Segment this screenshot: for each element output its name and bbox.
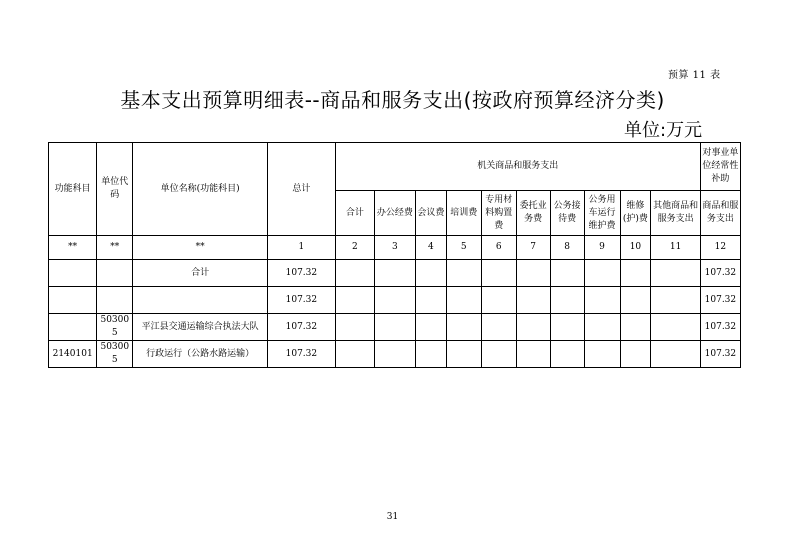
empty-cell xyxy=(335,287,374,314)
header-col-8: 公务用车运行维护费 xyxy=(584,191,620,236)
header-subsidy-col: 商品和服务支出 xyxy=(700,191,740,236)
empty-cell xyxy=(550,341,584,368)
index-cell: 3 xyxy=(374,236,415,260)
empty-cell xyxy=(415,314,446,341)
header-col-4: 培训费 xyxy=(446,191,481,236)
header-group-label: 机关商品和服务支出 xyxy=(335,143,700,191)
code-cell xyxy=(97,287,133,314)
empty-cell xyxy=(415,260,446,287)
subsidy-cell: 107.32 xyxy=(700,260,740,287)
total-cell: 107.32 xyxy=(267,260,335,287)
subject-cell xyxy=(49,260,97,287)
empty-cell xyxy=(516,287,550,314)
empty-cell xyxy=(415,341,446,368)
index-cell: ** xyxy=(97,236,133,260)
empty-cell xyxy=(446,260,481,287)
empty-cell xyxy=(481,341,516,368)
header-col-7: 公务接待费 xyxy=(550,191,584,236)
header-col-2: 办公经费 xyxy=(374,191,415,236)
index-cell: ** xyxy=(133,236,268,260)
subject-cell: 2140101 xyxy=(49,341,97,368)
empty-cell xyxy=(651,314,700,341)
empty-cell xyxy=(415,287,446,314)
index-cell: 1 xyxy=(267,236,335,260)
empty-cell xyxy=(651,341,700,368)
empty-cell xyxy=(516,314,550,341)
empty-cell xyxy=(620,287,651,314)
empty-cell xyxy=(620,314,651,341)
empty-cell xyxy=(651,287,700,314)
empty-cell xyxy=(481,260,516,287)
index-row xyxy=(49,236,741,260)
index-cell: 4 xyxy=(415,236,446,260)
empty-cell xyxy=(550,314,584,341)
empty-cell xyxy=(374,341,415,368)
header-row-1 xyxy=(49,143,741,191)
subsidy-cell: 107.32 xyxy=(700,341,740,368)
subject-cell xyxy=(49,314,97,341)
budget-table xyxy=(48,142,741,368)
header-col-1: 合计 xyxy=(335,191,374,236)
table-row xyxy=(49,287,741,314)
header-unit-name: 单位名称(功能科目) xyxy=(133,143,268,236)
total-cell: 107.32 xyxy=(267,341,335,368)
index-cell: ** xyxy=(49,236,97,260)
index-cell: 11 xyxy=(651,236,700,260)
code-cell xyxy=(97,260,133,287)
total-cell: 107.32 xyxy=(267,314,335,341)
name-cell: 平江县交通运输综合执法大队 xyxy=(133,314,268,341)
index-cell: 9 xyxy=(584,236,620,260)
header-col-5: 专用材料购置费 xyxy=(481,191,516,236)
index-cell: 6 xyxy=(481,236,516,260)
header-col-3: 会议费 xyxy=(415,191,446,236)
empty-cell xyxy=(584,314,620,341)
name-cell: 行政运行（公路水路运输） xyxy=(133,341,268,368)
empty-cell xyxy=(446,314,481,341)
header-subsidy-group: 对事业单位经常性补助 xyxy=(700,143,740,191)
header-unit-code: 单位代码 xyxy=(97,143,133,236)
code-cell: 503005 xyxy=(97,314,133,341)
code-cell: 503005 xyxy=(97,341,133,368)
empty-cell xyxy=(374,314,415,341)
empty-cell xyxy=(584,287,620,314)
empty-cell xyxy=(335,314,374,341)
header-col-6: 委托业务费 xyxy=(516,191,550,236)
empty-cell xyxy=(446,287,481,314)
name-cell: 合计 xyxy=(133,260,268,287)
index-cell: 10 xyxy=(620,236,651,260)
empty-cell xyxy=(374,287,415,314)
name-cell xyxy=(133,287,268,314)
empty-cell xyxy=(516,341,550,368)
table-row xyxy=(49,341,741,368)
index-cell: 12 xyxy=(700,236,740,260)
header-col-9: 维修(护)费 xyxy=(620,191,651,236)
empty-cell xyxy=(481,287,516,314)
empty-cell xyxy=(620,260,651,287)
total-cell: 107.32 xyxy=(267,287,335,314)
table-row xyxy=(49,260,741,287)
empty-cell xyxy=(620,341,651,368)
empty-cell xyxy=(651,260,700,287)
empty-cell xyxy=(584,341,620,368)
form-number: 预算 11 表 xyxy=(668,70,721,81)
index-cell: 5 xyxy=(446,236,481,260)
page-number: 31 xyxy=(386,512,399,522)
header-col-10: 其他商品和服务支出 xyxy=(651,191,700,236)
header-func-subject: 功能科目 xyxy=(49,143,97,236)
empty-cell xyxy=(481,314,516,341)
empty-cell xyxy=(550,287,584,314)
page-title: 基本支出预算明细表--商品和服务支出(按政府预算经济分类) xyxy=(120,88,665,112)
subsidy-cell: 107.32 xyxy=(700,287,740,314)
index-cell: 7 xyxy=(516,236,550,260)
empty-cell xyxy=(516,260,550,287)
empty-cell xyxy=(550,260,584,287)
index-cell: 2 xyxy=(335,236,374,260)
subsidy-cell: 107.32 xyxy=(700,314,740,341)
subject-cell xyxy=(49,287,97,314)
unit-label: 单位:万元 xyxy=(624,120,703,141)
empty-cell xyxy=(584,260,620,287)
empty-cell xyxy=(446,341,481,368)
empty-cell xyxy=(335,260,374,287)
empty-cell xyxy=(335,341,374,368)
empty-cell xyxy=(374,260,415,287)
index-cell: 8 xyxy=(550,236,584,260)
table-row xyxy=(49,314,741,341)
header-total: 总计 xyxy=(267,143,335,236)
